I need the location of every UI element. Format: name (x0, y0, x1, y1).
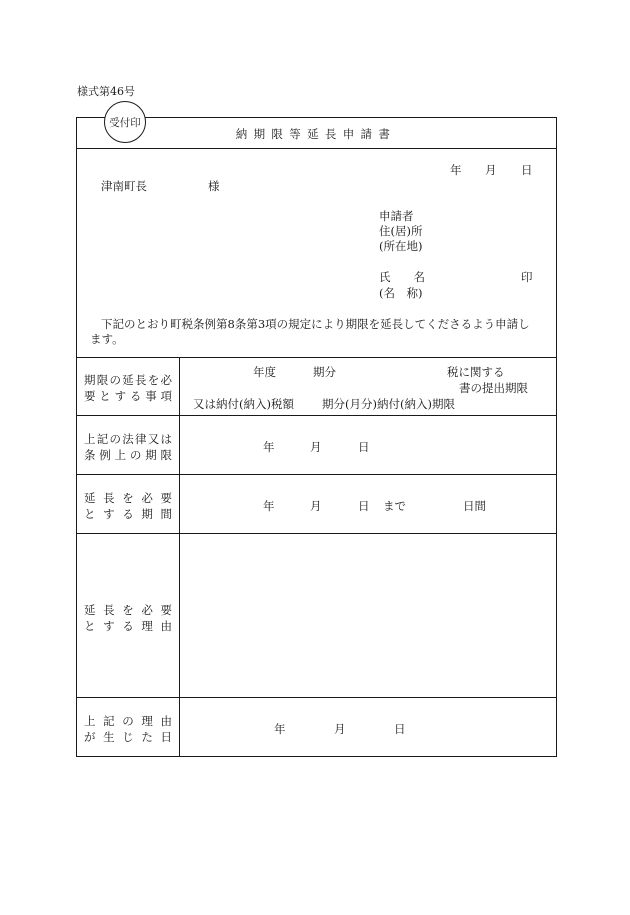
row-5-label-line-2 (84, 729, 172, 745)
label-char: を (147, 373, 160, 387)
label-char: 由 (160, 714, 172, 728)
divider-row-1 (76, 415, 557, 416)
label-char: は (160, 432, 172, 446)
row-1-label-line-2 (84, 388, 172, 404)
label-char: 限 (96, 373, 109, 387)
border-left (76, 117, 77, 757)
column-divider (179, 357, 180, 757)
row-3-until: まで (383, 499, 406, 513)
statement-line-2: ます。 (90, 332, 124, 346)
label-char: 理 (141, 714, 153, 728)
label-char: 由 (160, 619, 172, 633)
header-date-day: 日 (521, 163, 533, 177)
applicant-label: 申請者 (379, 209, 414, 223)
label-char: 期 (84, 373, 96, 387)
label-char: 長 (103, 491, 115, 505)
row-3-day: 日 (358, 499, 370, 513)
label-char: す (114, 389, 127, 403)
name-alt-label: (名 称) (379, 286, 423, 300)
label-char: を (122, 491, 134, 505)
row-2-label-line-2 (84, 447, 172, 463)
form-title: 納期限等延長申請書 (235, 127, 397, 141)
addressee: 津南町長 (101, 179, 147, 193)
border-right (556, 117, 557, 757)
divider-title (76, 148, 557, 149)
label-char: と (84, 619, 96, 633)
label-char: 法 (122, 432, 134, 446)
row-3-label-line-2 (84, 506, 172, 522)
label-char: 長 (135, 373, 147, 387)
label-char: と (99, 389, 111, 403)
label-char: 上 (84, 432, 96, 446)
row-2-label-line-1 (84, 431, 172, 447)
label-char: 延 (122, 373, 134, 387)
row-2-day: 日 (358, 440, 370, 454)
honorific: 様 (208, 179, 220, 193)
label-char: 延 (84, 603, 96, 617)
row-3-days: 日間 (463, 499, 486, 513)
row-2-month: 月 (310, 440, 322, 454)
label-char: じ (122, 730, 134, 744)
label-char: 必 (141, 603, 153, 617)
label-char: 要 (84, 389, 96, 403)
address-label: 住(居)所 (379, 224, 423, 238)
label-char: 必 (160, 373, 172, 387)
label-char: を (122, 603, 134, 617)
divider-row-4 (76, 697, 557, 698)
row-5-month: 月 (334, 722, 346, 736)
label-char: が (84, 730, 96, 744)
label-char: す (103, 507, 115, 521)
row-1-doc-deadline: 書の提出期限 (459, 381, 528, 395)
statement-line-1: 下記のとおり町税条例第8条第3項の規定により期限を延長してくださるよう申請し (101, 317, 530, 331)
label-char: の (109, 432, 121, 446)
label-char: の (109, 373, 121, 387)
label-char: 期 (141, 507, 153, 521)
label-char: と (84, 507, 96, 521)
row-5-day: 日 (394, 722, 406, 736)
label-char: 期 (145, 448, 157, 462)
label-char: す (103, 619, 115, 633)
row-4-label-line-1 (84, 602, 172, 618)
row-2-year: 年 (263, 440, 275, 454)
row-1-tax-related: 税に関する (447, 365, 505, 379)
header-date-year: 年 (450, 163, 462, 177)
border-bottom (76, 756, 557, 757)
divider-row-2 (76, 474, 557, 475)
label-char: 項 (160, 389, 172, 403)
row-5-label-line-1 (84, 713, 172, 729)
row-1-period-deadline: 期分(月分)納付(納入)期限 (322, 397, 455, 411)
label-char: 要 (160, 603, 172, 617)
row-1-fiscal-year: 年度 (253, 365, 276, 379)
row-5-year: 年 (274, 722, 286, 736)
label-char: る (122, 619, 134, 633)
label-char: 上 (114, 448, 127, 462)
row-1-period: 期分 (313, 365, 336, 379)
label-char: 生 (103, 730, 115, 744)
label-char: 間 (160, 507, 172, 521)
label-char: る (122, 507, 134, 521)
label-char: 日 (160, 730, 172, 744)
label-char: 要 (160, 491, 172, 505)
label-char: 限 (160, 448, 172, 462)
row-3-label-line-1 (84, 490, 172, 506)
label-char: 長 (103, 603, 115, 617)
label-char: る (129, 389, 142, 403)
label-char: の (129, 448, 142, 462)
row-3-month: 月 (310, 499, 322, 513)
label-char: 例 (99, 448, 111, 462)
label-char: 条 (84, 448, 96, 462)
row-3-year: 年 (263, 499, 275, 513)
label-char: 記 (96, 432, 109, 446)
location-label: (所在地) (379, 239, 423, 253)
row-1-tax-amount: 又は納付(納入)税額 (193, 397, 294, 411)
row-1-label-line-1 (84, 372, 172, 388)
form-number: 様式第46号 (77, 85, 135, 98)
name-label: 氏 名 (379, 270, 425, 284)
divider-row-3 (76, 533, 557, 534)
label-char: 律 (135, 432, 147, 446)
label-char: 上 (84, 714, 96, 728)
reception-stamp-label: 受付印 (109, 116, 141, 129)
label-char: た (141, 730, 153, 744)
label-char: 事 (145, 389, 157, 403)
header-date-month: 月 (485, 163, 497, 177)
label-char: 又 (147, 432, 160, 446)
label-char: 延 (84, 491, 96, 505)
label-char: 理 (141, 619, 153, 633)
row-4-label-line-2 (84, 618, 172, 634)
seal-mark: 印 (521, 270, 533, 284)
label-char: 記 (103, 714, 115, 728)
label-char: 必 (141, 491, 153, 505)
label-char: の (122, 714, 134, 728)
divider-header (76, 357, 557, 358)
border-top (76, 117, 557, 118)
